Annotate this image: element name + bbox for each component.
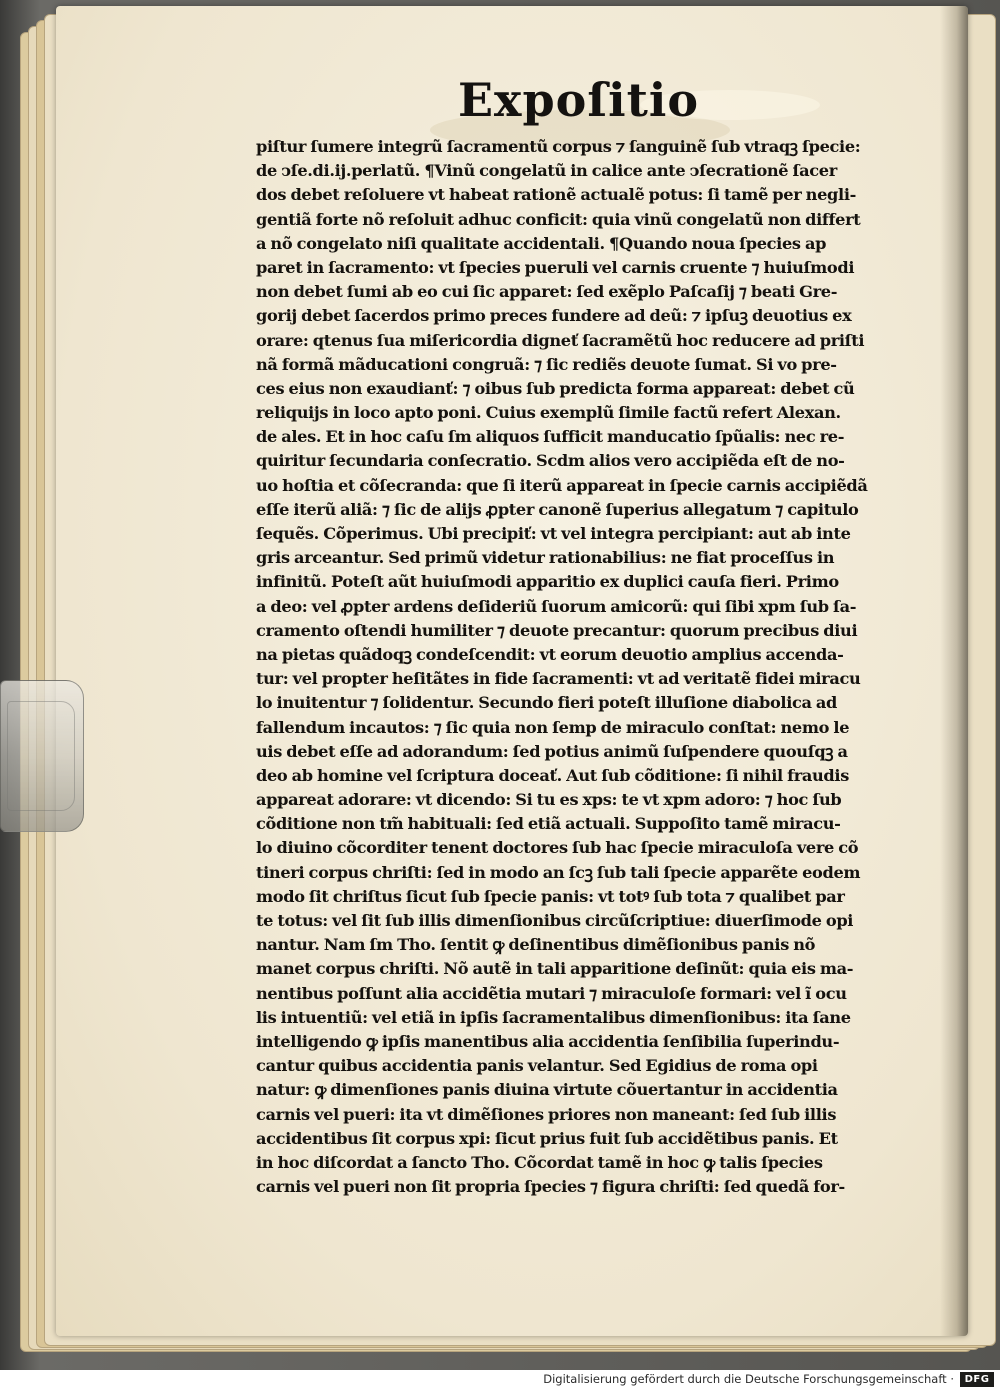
text-line: uis debet eſſe ad adorandum: ſed potius animũ ſuſpendere quouſqꝫ a [256, 741, 848, 761]
text-line: reliquijs in loco apto poni. Cuius exemplũ ſimile factũ refert Alexan. [256, 403, 841, 423]
text-line: a deo: vel ꝓpter ardens deſideriũ ſuorum amicorũ: qui ſibi xpm ſub ſa- [256, 596, 857, 616]
text-line: eſſe iterũ aliã: ⁊ ſic de alijs ꝓpter canonẽ ſuperius allegatum ⁊ capitulo [256, 499, 859, 519]
text-line: te totus: vel ſit ſub illis dimenſionibus circũſcriptiue: diuerſimode opi [256, 911, 854, 930]
body-text [256, 135, 912, 1199]
dfg-logo-icon: DFG [960, 1372, 994, 1387]
text-line: a nõ congelato niſi qualitate accidentali. ¶Quando noua ſpecies ap [256, 233, 827, 253]
text-line: tineri corpus chriſti: ſed in modo an ſcꝫ ſub tali ſpecie apparẽte eodem [256, 862, 861, 882]
text-line: in hoc diſcordat a ſancto Tho. Cõcordat tamẽ in hoc ꝙ talis ſpecies [256, 1152, 823, 1172]
text-line: uo hoſtia et cõſecranda: que ſi iterũ appareat in ſpecie carnis accipiẽdã [256, 475, 868, 495]
text-line: lo inuitentur ⁊ ſolidentur. Secundo fieri poteſt illuſione diabolica ad [256, 693, 838, 713]
text-line: tur: vel propter heſitãtes in fide ſacramenti: vt ad veritatẽ fidei miracu [256, 669, 861, 689]
text-line: na pietas quãdoqꝫ condeſcendit: vt eorum deuotio amplius accenda- [256, 644, 844, 664]
binding-shadow [940, 6, 968, 1336]
text-line: orare: qtenus ſua miſericordia digneť ſacramẽtũ hoc reducere ad priſti [256, 330, 865, 350]
text-line: carnis vel pueri non ſit propria ſpecies ⁊ figura chriſti: ſed quedã for- [256, 1177, 845, 1197]
text-line: intelligendo ꝙ ipſis manentibus alia accidentia ſenſibilia ſuperindu- [256, 1031, 840, 1051]
text-line: lis intuentiũ: vel etiã in ipſis ſacramentalibus dimenſionibus: ita ſane [256, 1007, 851, 1027]
text-line: accidentibus ſit corpus xpi: ſicut prius fuit ſub accidẽtibus panis. Et [256, 1128, 838, 1148]
text-line: cantur quibus accidentia panis velantur. Sed Egidius de roma opi [256, 1056, 818, 1076]
page-clip-inner [7, 701, 75, 811]
text-line: appareat adorare: vt dicendo: Si tu es xps: te vt xpm adoro: ⁊ hoc ſub [256, 790, 842, 810]
text-line: gentiã forte nõ reſoluit adhuc conficit: quia vinũ congelatũ non differt [256, 209, 861, 229]
text-line: piſtur ſumere integrũ ſacramentũ corpus ⁊ ſanguinẽ ſub vtraqꝫ ſpecie: [256, 137, 861, 156]
text-line: infinitũ. Poteſt aũt huiuſmodi apparitio ex duplici cauſa fieri. Primo [256, 572, 839, 592]
text-line: nantur. Nam ſm Tho. ſentit ꝙ deſinentibus dimẽſionibus panis nõ [256, 935, 816, 955]
text-line: de ↄſe.di.ij.perlatũ. ¶Vinũ congelatũ in calice ante ↄſecrationẽ ſacer [256, 161, 837, 181]
page-header-title: Expoſitio [458, 73, 699, 127]
text-line: paret in ſacramento: vt ſpecies pueruli vel carnis cruente ⁊ huiuſmodi [256, 257, 855, 277]
text-line: gris arceantur. Sed primũ videtur rationabilius: ne fiat proceſſus in [256, 548, 835, 568]
text-line: natur: ꝙ dimenſiones panis diuina virtute cõuertantur in accidentia [256, 1080, 838, 1100]
text-line: cramento oſtendi humiliter ⁊ deuote precantur: quorum precibus diui [256, 620, 858, 640]
text-line: ces eius non exaudianť: ⁊ oibus ſub predicta forma appareat: debet cũ [256, 378, 855, 398]
text-line: carnis vel pueri: ita vt dimẽſiones priores non maneant: ſed ſub illis [256, 1104, 837, 1124]
text-line: lo diuino cõcorditer tenent doctores ſub hac ſpecie miraculoſa vere cõ [256, 838, 859, 858]
page-clip [0, 680, 84, 832]
text-line: manet corpus chriſti. Nõ autẽ in tali apparitione deſinũt: quia eis ma- [256, 959, 854, 979]
text-line: ſequẽs. Cõperimus. Ubi precipiť: vt vel integra percipiant: aut ab inte [256, 524, 851, 543]
text-line: quiritur ſecundaria conſecratio. Scdm alios vero accipiẽda eſt de no- [256, 451, 845, 471]
footer-bar [0, 1370, 1000, 1389]
text-line: dos debet reſoluere vt habeat rationẽ actualẽ potus: ſi tamẽ per negli- [256, 185, 856, 205]
text-line: cõditione non tm̃ habituali: ſed etiã actuali. Suppoſito tamẽ miracu- [256, 814, 841, 834]
text-line: deo ab homine vel ſcriptura doceať. Aut ſub cõditione: ſi nihil fraudis [256, 765, 849, 785]
text-line: gorij debet ſacerdos primo preces fundere ad deũ: ⁊ ipſuꝫ deuotius ex [256, 306, 852, 326]
text-line: fallendum incautos: ⁊ ſic quia non ſemp de miraculo conſtat: nemo le [256, 717, 850, 737]
text-line: non debet ſumi ab eo cui ſic apparet: ſed exẽplo Paſcaſij ⁊ beati Gre- [256, 282, 838, 302]
text-line: modo ſit chriſtus ſicut ſub ſpecie panis: vt totꝰ ſub tota ⁊ qualibet par [256, 886, 845, 906]
funding-notice: Digitalisierung gefördert durch die Deutsche Forschungsgemeinschaft · [543, 1372, 954, 1386]
text-line: nentibus poſſunt alia accidẽtia mutari ⁊ miraculoſe formari: vel ĩ ocu [256, 983, 847, 1003]
text-line: de ales. Et in hoc caſu ſm aliquos ſufficit manducatio ſpũalis: nec re- [256, 427, 845, 447]
text-line: nã formã mãducationi congruã: ⁊ ſic rediẽs deuote ſumat. Si vo pre- [256, 354, 837, 374]
